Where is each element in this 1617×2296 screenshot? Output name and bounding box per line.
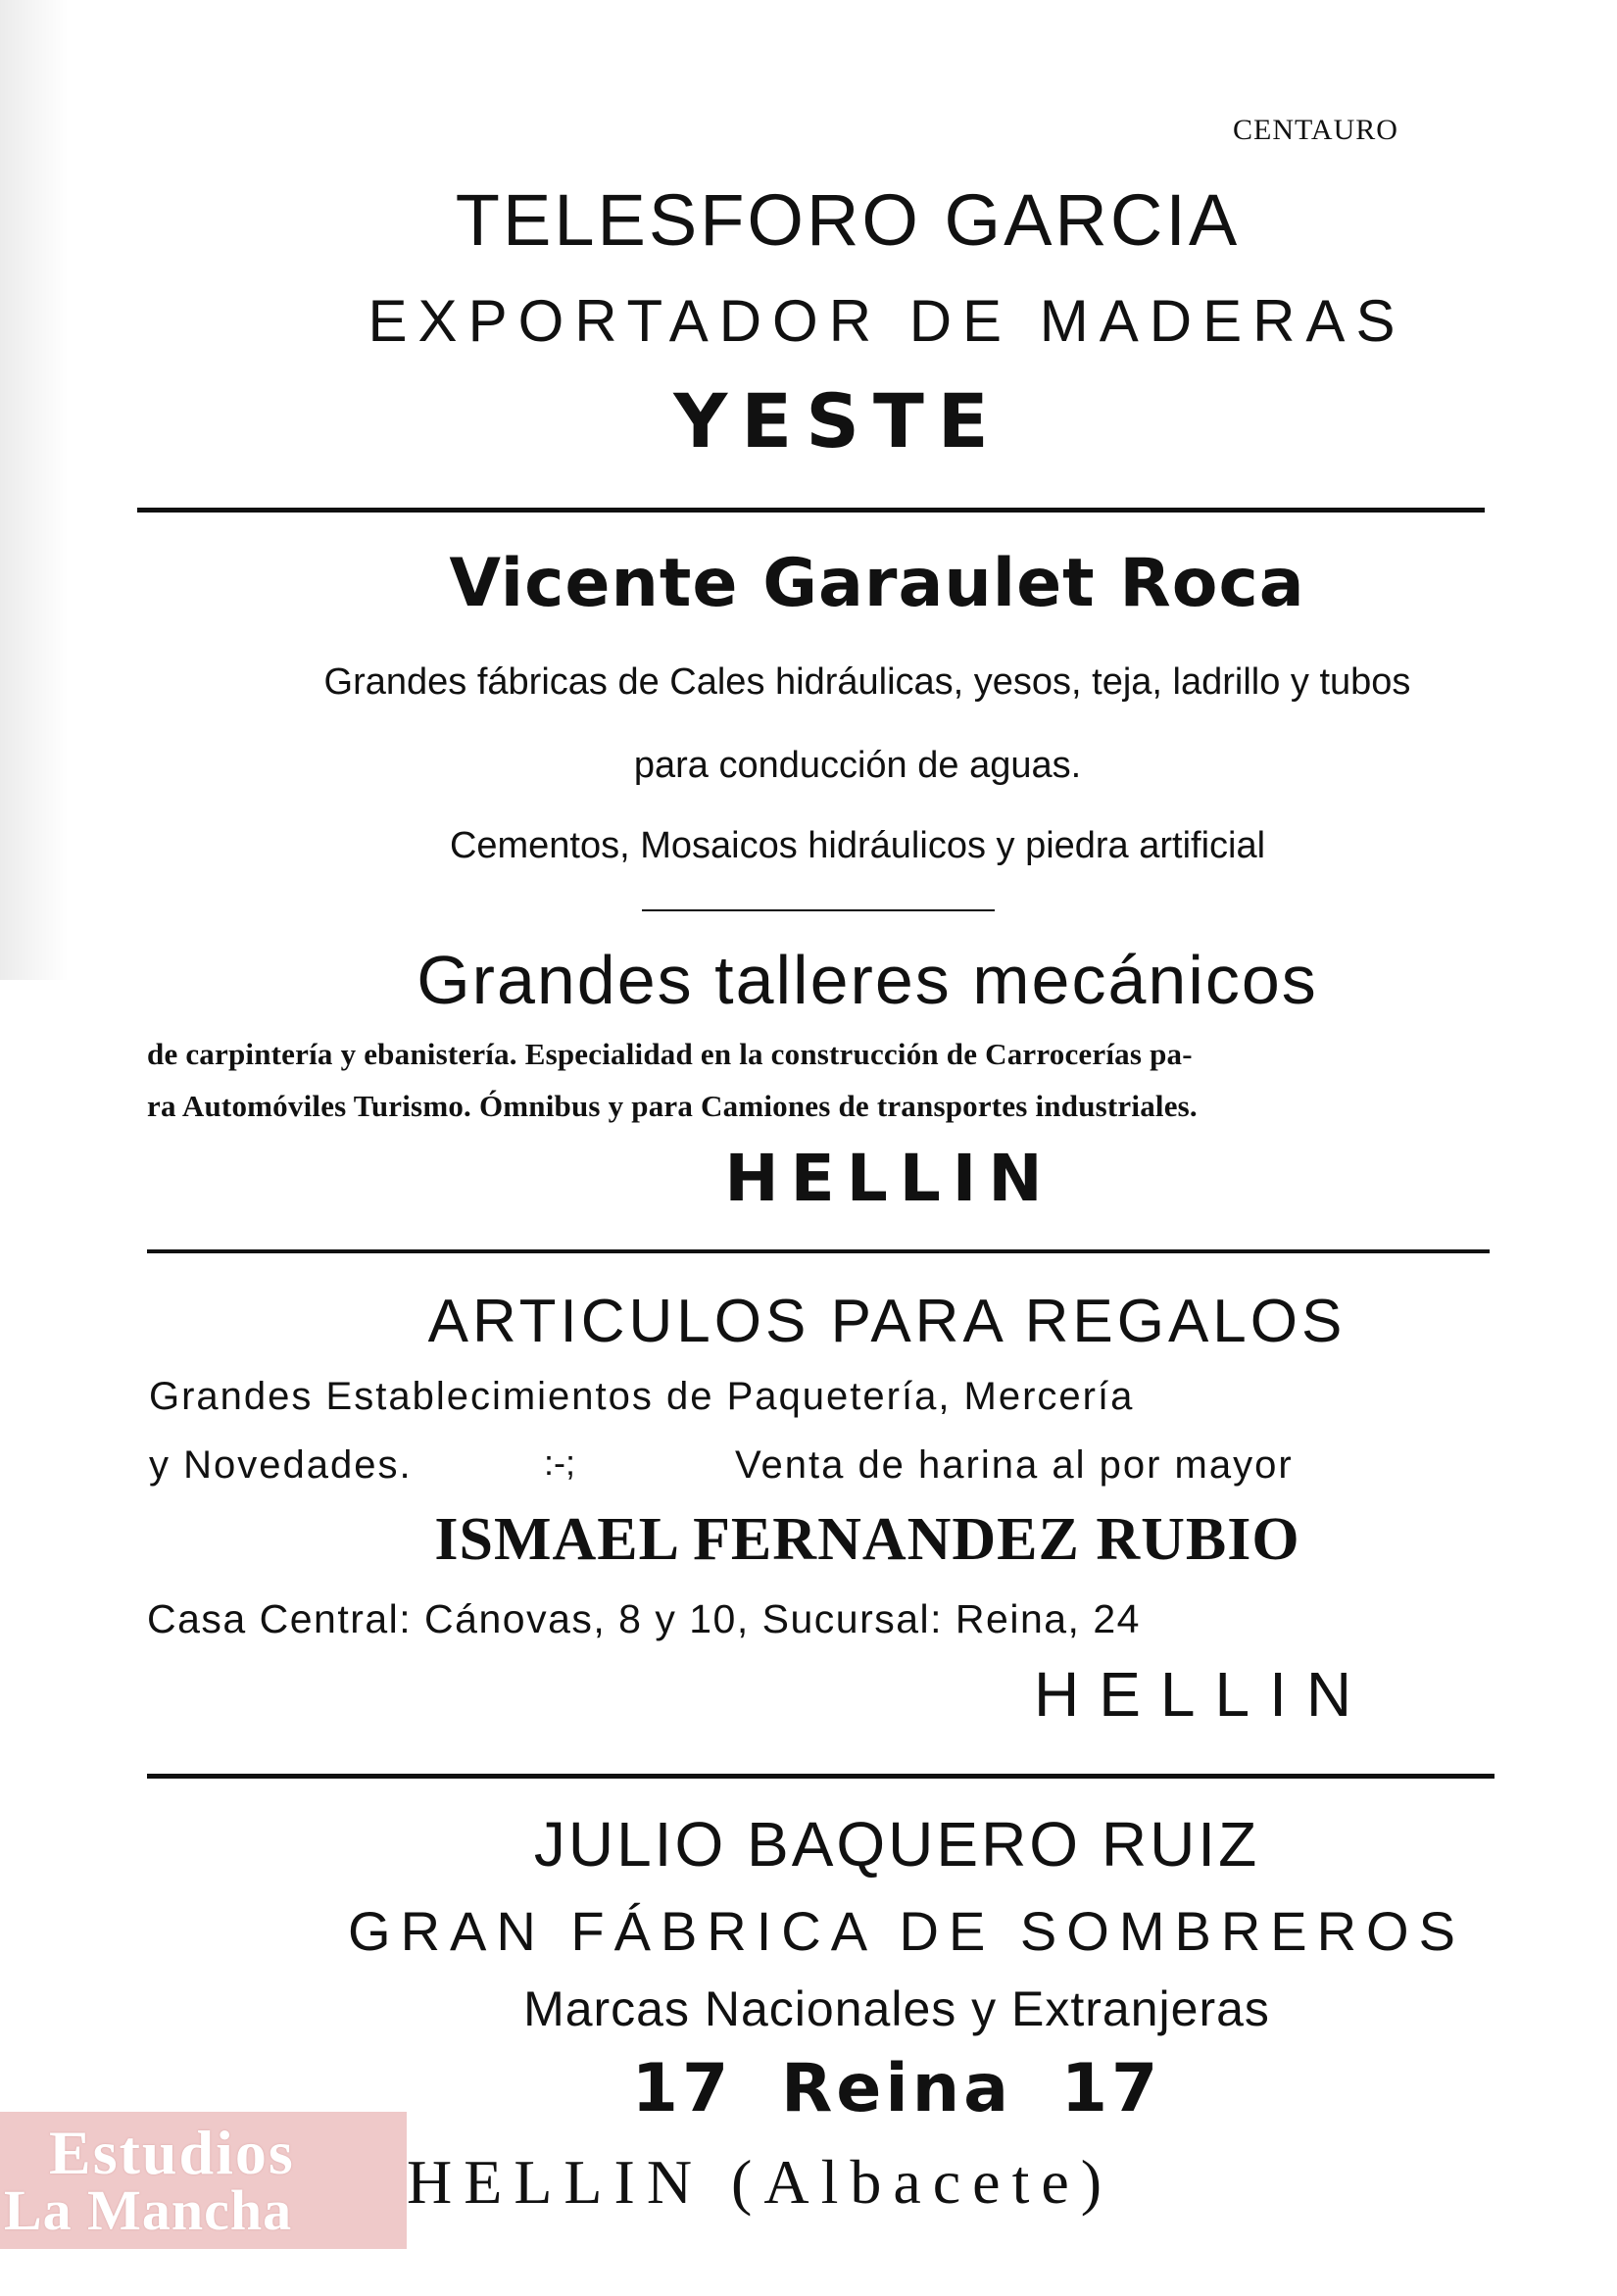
divider-2 bbox=[147, 1249, 1490, 1253]
ad1-town: YESTE bbox=[673, 377, 1003, 464]
ad2-town: HELLIN bbox=[724, 1141, 1054, 1216]
ad4-business: GRAN FÁBRICA DE SOMBREROS bbox=[348, 1900, 1465, 1962]
divider-1 bbox=[137, 508, 1485, 513]
ad2-line2: para conducción de aguas. bbox=[633, 745, 1082, 786]
ad2-desc2: ra Automóviles Turismo. Ómnibus y para Camiones de transportes industriales. bbox=[147, 1089, 1198, 1123]
ad2-line1: Grandes fábricas de Cales hidráulicas, yesos, teja, ladrillo y tubos bbox=[323, 661, 1411, 703]
ad2-subtitle: Grandes talleres mecánicos bbox=[416, 942, 1318, 1018]
ad2-name: Vicente Garaulet Roca bbox=[449, 545, 1305, 622]
divider-3 bbox=[147, 1774, 1494, 1779]
ad3-line2b: :-; bbox=[544, 1442, 575, 1483]
divider-short bbox=[642, 909, 995, 911]
ad3-line1: Grandes Establecimientos de Paquetería, Mercería bbox=[149, 1375, 1135, 1418]
ad3-line2a: y Novedades. bbox=[149, 1443, 413, 1487]
ad3-owner: ISMAEL FERNANDEZ RUBIO bbox=[434, 1506, 1300, 1573]
publication-header: CENTAURO bbox=[1233, 114, 1398, 146]
ad3-line2c: Venta de harina al por mayor bbox=[735, 1443, 1294, 1487]
ad1-business: EXPORTADOR DE MADERAS bbox=[368, 288, 1406, 354]
ad4-brands: Marcas Nacionales y Extranjeras bbox=[523, 1981, 1270, 2036]
ad3-town: HELLIN bbox=[1034, 1659, 1372, 1730]
ad4-address: 17 Reina 17 bbox=[631, 2050, 1162, 2127]
ad2-line3: Cementos, Mosaicos hidráulicos y piedra artificial bbox=[449, 825, 1266, 866]
watermark-line2: La Mancha bbox=[4, 2178, 293, 2242]
ad3-title: ARTICULOS PARA REGALOS bbox=[427, 1288, 1347, 1355]
ad1-name: TELESFORO GARCIA bbox=[455, 179, 1241, 261]
watermark-line1: Estudios bbox=[49, 2118, 295, 2187]
watermark-stamp bbox=[0, 2112, 407, 2249]
ad4-town: HELLIN (Albacete) bbox=[407, 2147, 1114, 2217]
ad4-name: JULIO BAQUERO RUIZ bbox=[533, 1809, 1260, 1880]
ad3-address: Casa Central: Cánovas, 8 y 10, Sucursal: Reina, 24 bbox=[147, 1596, 1141, 1641]
ad2-desc1: de carpintería y ebanistería. Especialidad en la construcción de Carrocerías pa- bbox=[147, 1037, 1193, 1071]
